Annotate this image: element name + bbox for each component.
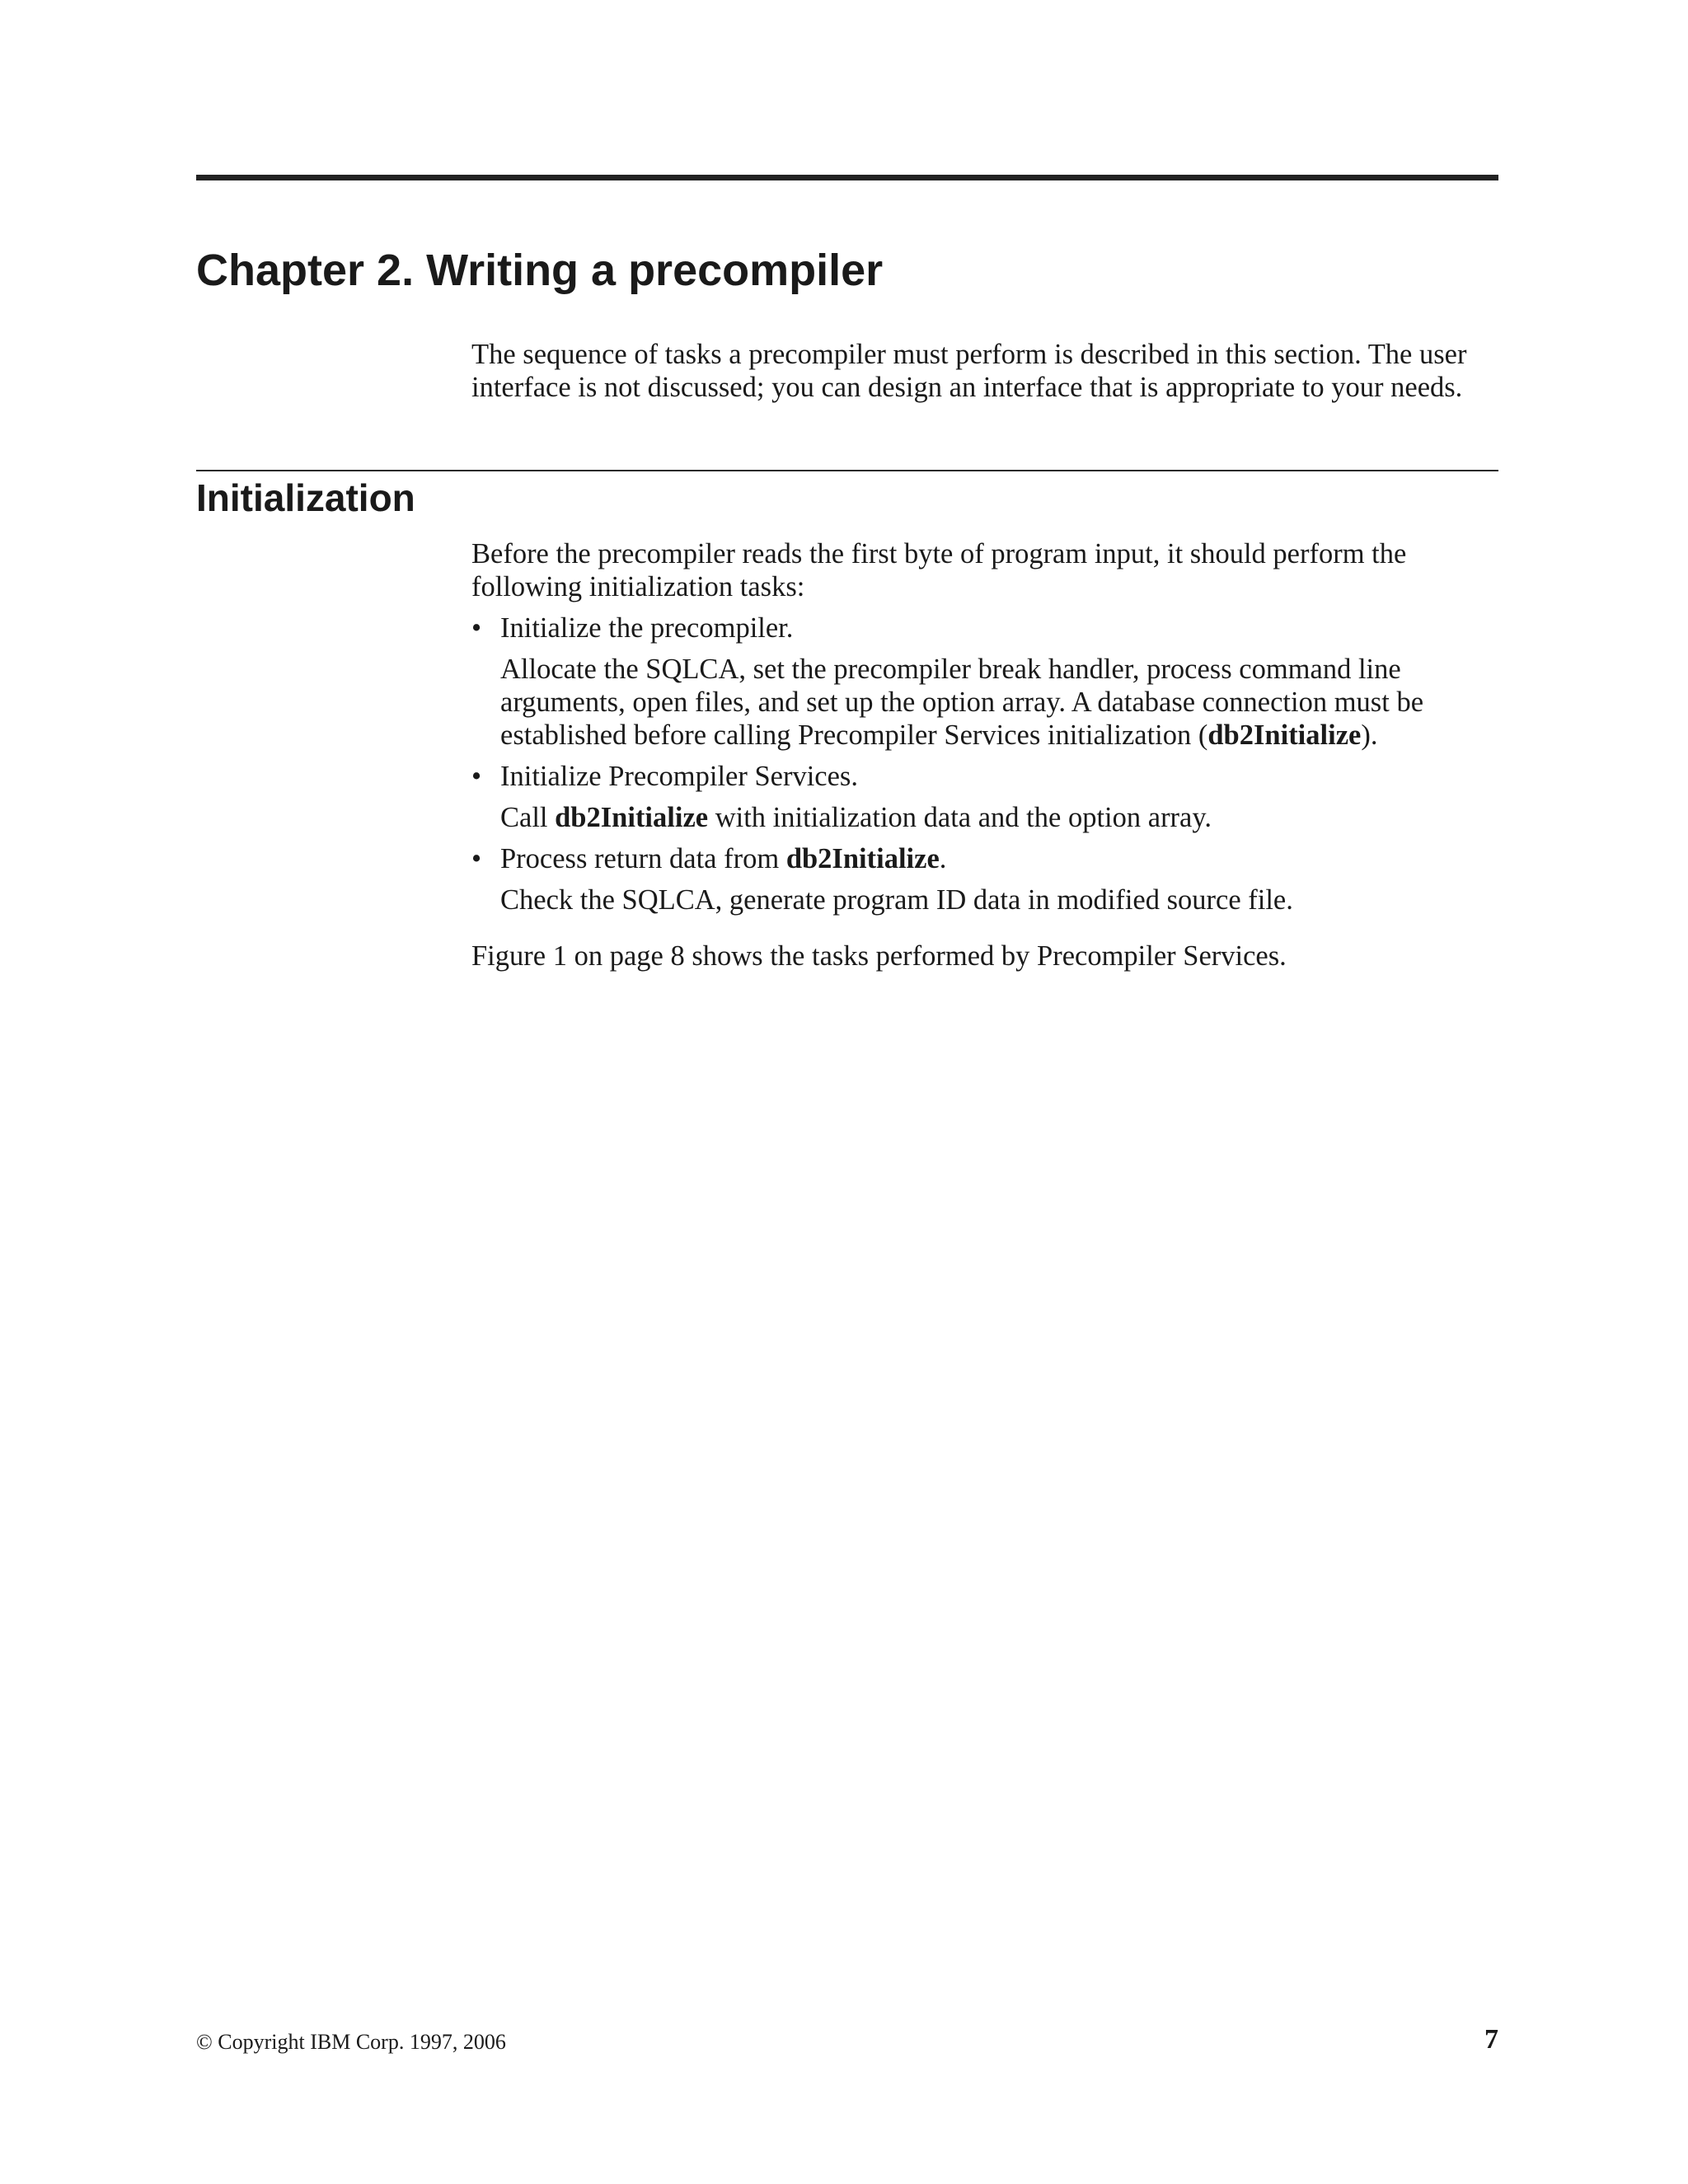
task-detail: Check the SQLCA, generate program ID data in modified source file. <box>500 884 1293 916</box>
task-label-tail: . <box>939 843 947 874</box>
page-number: 7 <box>1484 2024 1498 2055</box>
bullet-icon: • <box>471 761 482 792</box>
section-rule <box>196 470 1498 471</box>
bullet-icon: • <box>471 843 482 874</box>
function-name: db2Initialize <box>785 843 940 874</box>
function-name: db2Initialize <box>555 802 709 833</box>
task-detail-text: with initialization data and the option array. <box>708 802 1212 833</box>
figure-reference: Figure 1 on page 8 shows the tasks performed by Precompiler Services. <box>471 940 1287 972</box>
bullet-icon: • <box>471 612 482 644</box>
task-detail-text: Allocate the SQLCA, set the precompiler break handler, process command line arguments, open files, and set up the option array. A database connection must be established before calling Precompiler Services initialization ( <box>500 654 1424 751</box>
section-title: Initialization <box>196 476 415 519</box>
task-detail-tail: ). <box>1361 719 1378 751</box>
task-detail-pre: Call <box>500 802 556 833</box>
task-label <box>500 842 1500 875</box>
chapter-intro: The sequence of tasks a precompiler must perform is described in this section. The user interface is not discussed; you can design an interface that is appropriate to your needs. <box>471 339 1467 403</box>
list-item <box>471 760 1500 834</box>
task-detail <box>500 653 1500 752</box>
task-label: Initialize the precompiler. <box>500 612 794 644</box>
chapter-top-rule <box>196 175 1498 180</box>
footer-copyright: © Copyright IBM Corp. 1997, 2006 <box>196 2030 506 2054</box>
task-detail <box>500 801 1500 834</box>
list-item <box>471 612 1500 752</box>
chapter-title: Chapter 2. Writing a precompiler <box>196 246 884 295</box>
section-lead: Before the precompiler reads the first byte of program input, it should perform the following initialization tasks: <box>471 538 1407 602</box>
task-list <box>471 612 1500 916</box>
task-label: Initialize Precompiler Services. <box>500 761 858 792</box>
function-name: db2Initialize <box>1207 719 1362 751</box>
list-item <box>471 842 1500 916</box>
task-label-pre: Process return data from <box>500 843 786 874</box>
section-body <box>471 537 1500 972</box>
